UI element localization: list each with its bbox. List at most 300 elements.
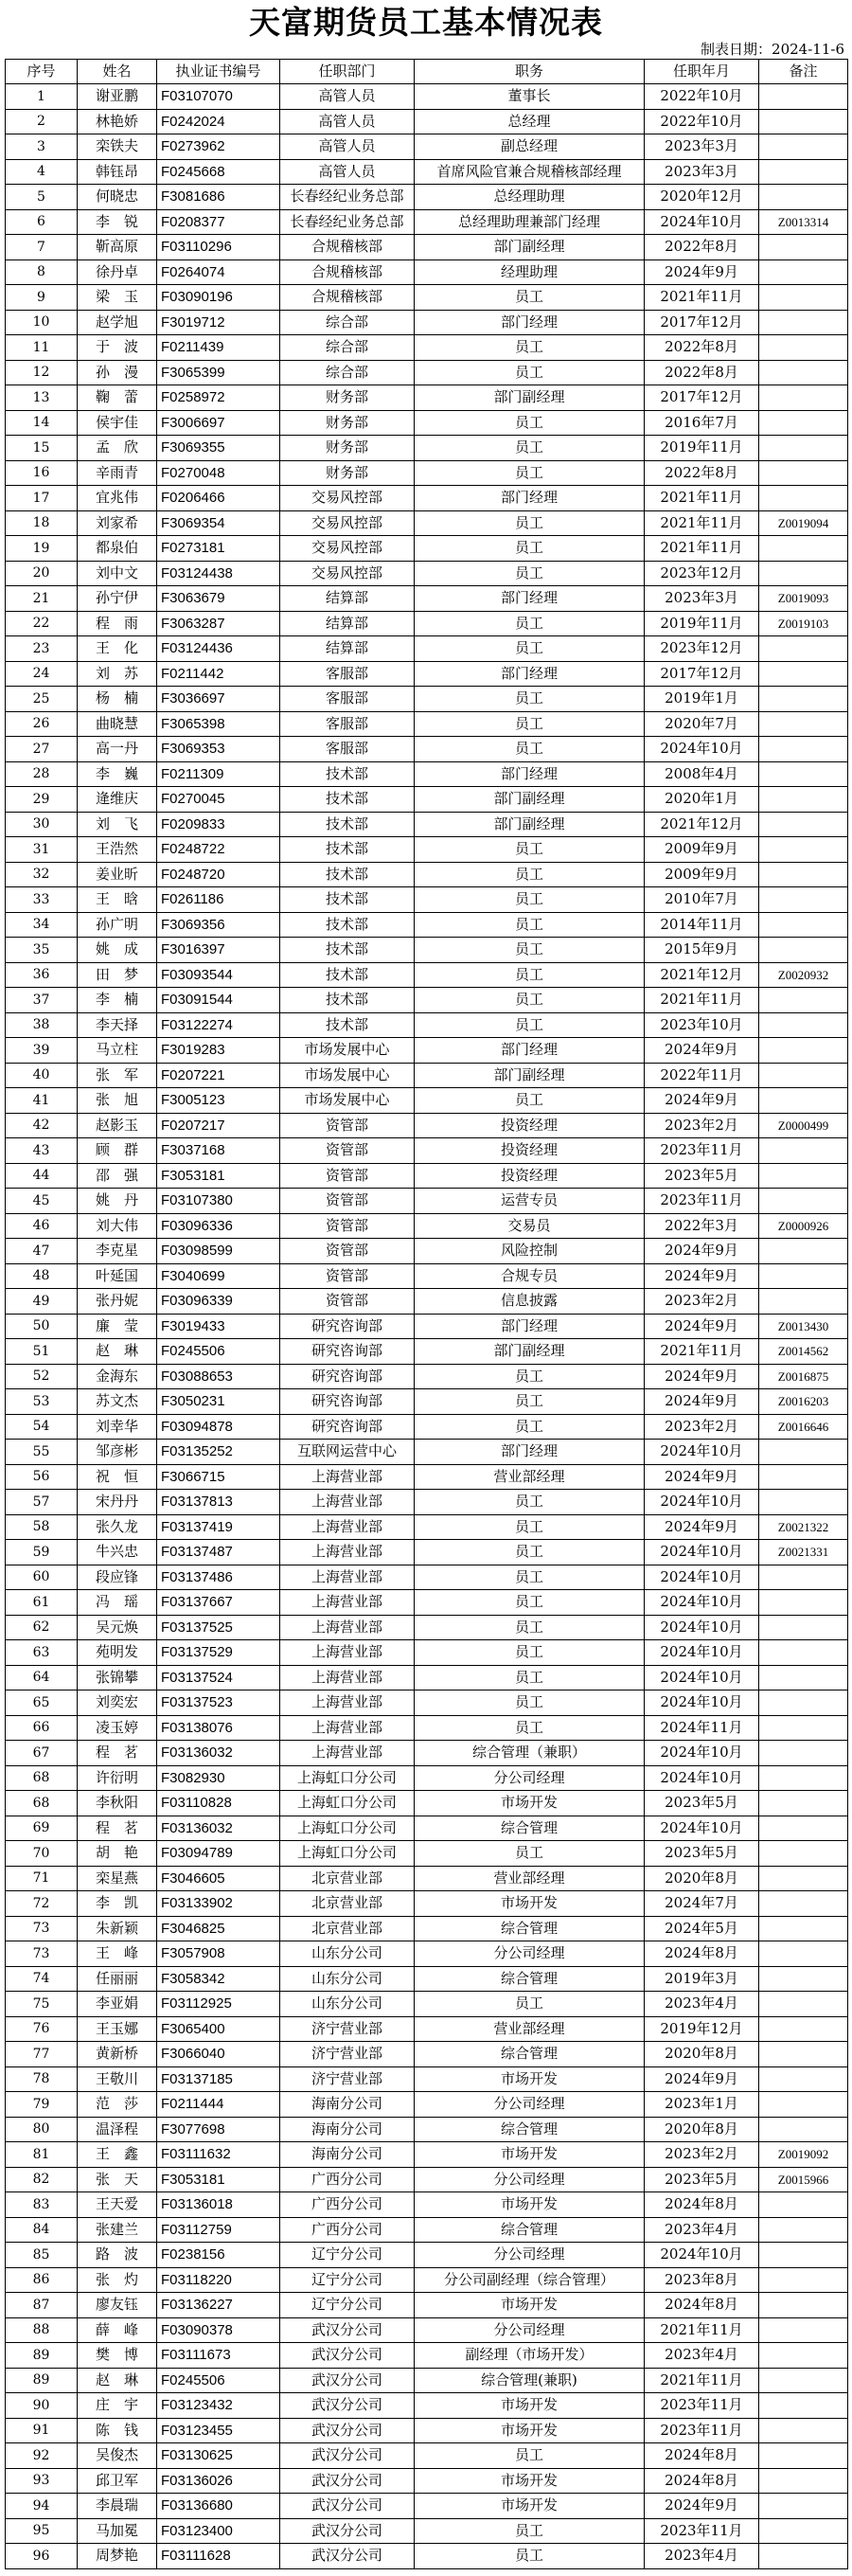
cell-start-date: 2020年8月 [645,2117,759,2142]
cell-name: 祝 恒 [78,1464,157,1490]
cell-start-date: 2019年11月 [645,436,759,461]
header-name: 姓名 [78,60,157,84]
table-row [6,134,848,160]
cell-start-date: 2022年10月 [645,84,759,110]
table-row [6,1289,848,1315]
cell-name: 路 波 [78,2243,157,2268]
cell-cert-no: F03123432 [157,2393,280,2419]
cell-seq: 90 [6,2393,78,2419]
cell-seq: 62 [6,1615,78,1640]
cell-start-date: 2024年10月 [645,1440,759,1465]
cell-remark: Z0019094 [759,510,848,536]
cell-department: 武汉分公司 [280,2317,415,2343]
cell-start-date: 2023年4月 [645,1992,759,2017]
cell-remark [759,235,848,260]
cell-name: 范 莎 [78,2092,157,2118]
cell-department: 高管人员 [280,84,415,110]
cell-seq: 52 [6,1364,78,1389]
cell-department: 上海虹口分公司 [280,1791,415,1816]
cell-start-date: 2023年5月 [645,2167,759,2192]
cell-start-date: 2023年12月 [645,561,759,586]
cell-name: 李秋阳 [78,1791,157,1816]
table-row [6,2293,848,2318]
cell-position: 市场开发 [415,2142,645,2168]
cell-remark [759,84,848,110]
cell-position: 部门副经理 [415,1339,645,1365]
cell-cert-no: F03136680 [157,2494,280,2519]
table-row [6,109,848,134]
cell-name: 侯宇佳 [78,410,157,436]
cell-start-date: 2024年9月 [645,1514,759,1540]
cell-start-date: 2022年8月 [645,460,759,486]
cell-position: 员工 [415,1490,645,1515]
cell-department: 北京营业部 [280,1916,415,1941]
cell-seq: 4 [6,159,78,185]
cell-cert-no: F0261186 [157,887,280,913]
cell-cert-no: F0211309 [157,761,280,787]
cell-remark [759,1640,848,1666]
cell-seq: 18 [6,510,78,536]
table-row [6,586,848,612]
cell-name: 任丽丽 [78,1966,157,1992]
cell-remark [759,1741,848,1766]
cell-cert-no: F3069354 [157,510,280,536]
cell-cert-no: F03096339 [157,1289,280,1315]
cell-department: 技术部 [280,938,415,963]
cell-cert-no: F03124436 [157,636,280,662]
cell-position: 综合管理 [415,2217,645,2243]
cell-start-date: 2010年7月 [645,887,759,913]
cell-start-date: 2023年10月 [645,1012,759,1038]
cell-department: 辽宁分公司 [280,2267,415,2293]
cell-position: 员工 [415,912,645,938]
cell-department: 上海营业部 [280,1690,415,1716]
cell-cert-no: F03136026 [157,2468,280,2494]
cell-department: 山东分公司 [280,1992,415,2017]
cell-remark [759,787,848,813]
cell-seq: 38 [6,1012,78,1038]
cell-name: 杨 楠 [78,687,157,712]
cell-start-date: 2024年10月 [645,1615,759,1640]
cell-department: 互联网运营中心 [280,1440,415,1465]
cell-department: 广西分公司 [280,2217,415,2243]
cell-position: 总经理助理兼部门经理 [415,209,645,235]
table-row [6,2317,848,2343]
cell-name: 廖友钰 [78,2293,157,2318]
cell-position: 员工 [415,510,645,536]
table-date: 制表日期：2024-11-6 [701,41,844,58]
cell-start-date: 2024年10月 [645,1741,759,1766]
cell-name: 靳高原 [78,235,157,260]
cell-cert-no: F0245668 [157,159,280,185]
cell-name: 廉 莹 [78,1314,157,1339]
table-row [6,84,848,110]
cell-start-date: 2023年3月 [645,586,759,612]
cell-cert-no: F03137523 [157,1690,280,1716]
cell-position: 员工 [415,737,645,762]
cell-position: 总经理 [415,109,645,134]
cell-start-date: 2020年8月 [645,2042,759,2067]
cell-start-date: 2023年4月 [645,2544,759,2569]
cell-remark [759,1440,848,1465]
table-row [6,1891,848,1917]
cell-department: 上海虹口分公司 [280,1816,415,1841]
cell-department: 济宁营业部 [280,2066,415,2092]
cell-cert-no: F0211444 [157,2092,280,2118]
cell-name: 马加冕 [78,2518,157,2544]
cell-name: 逄维庆 [78,787,157,813]
cell-position: 综合管理 [415,2117,645,2142]
cell-seq: 72 [6,1891,78,1917]
cell-seq: 61 [6,1590,78,1616]
cell-remark [759,536,848,562]
cell-position: 市场开发 [415,2468,645,2494]
cell-cert-no: F3016397 [157,938,280,963]
cell-department: 资管部 [280,1113,415,1138]
cell-start-date: 2019年3月 [645,1966,759,1992]
cell-remark [759,1866,848,1891]
table-row [6,1138,848,1164]
table-row [6,787,848,813]
cell-seq: 70 [6,1841,78,1867]
cell-department: 市场发展中心 [280,1063,415,1088]
cell-seq: 95 [6,2518,78,2544]
cell-start-date: 2021年11月 [645,486,759,511]
cell-start-date: 2019年11月 [645,611,759,636]
cell-cert-no: F3057908 [157,1941,280,1967]
cell-start-date: 2024年10月 [645,1765,759,1791]
cell-cert-no: F3019712 [157,310,280,335]
cell-cert-no: F3036697 [157,687,280,712]
cell-remark [759,185,848,210]
cell-remark [759,134,848,160]
cell-cert-no: F3081686 [157,185,280,210]
cell-position: 市场开发 [415,1891,645,1917]
cell-remark [759,737,848,762]
cell-remark [759,2267,848,2293]
cell-name: 林艳娇 [78,109,157,134]
cell-remark [759,687,848,712]
cell-start-date: 2024年10月 [645,1690,759,1716]
cell-seq: 9 [6,285,78,311]
cell-name: 刘家希 [78,510,157,536]
cell-department: 技术部 [280,912,415,938]
cell-name: 邵 强 [78,1163,157,1189]
cell-cert-no: F03093544 [157,962,280,988]
cell-name: 王天爱 [78,2192,157,2218]
cell-start-date: 2024年9月 [645,2494,759,2519]
cell-name: 李晨瑞 [78,2494,157,2519]
cell-remark [759,285,848,311]
cell-department: 广西分公司 [280,2167,415,2192]
cell-remark: Z0014562 [759,1339,848,1365]
table-row [6,1163,848,1189]
cell-start-date: 2024年10月 [645,737,759,762]
cell-name: 周梦艳 [78,2544,157,2569]
cell-seq: 45 [6,1189,78,1214]
cell-position: 员工 [415,460,645,486]
cell-seq: 51 [6,1339,78,1365]
cell-start-date: 2024年8月 [645,2443,759,2469]
cell-cert-no: F0211439 [157,335,280,361]
cell-department: 北京营业部 [280,1866,415,1891]
cell-cert-no: F3019433 [157,1314,280,1339]
table-row [6,360,848,385]
cell-position: 投资经理 [415,1113,645,1138]
cell-name: 温泽程 [78,2117,157,2142]
cell-department: 上海营业部 [280,1665,415,1690]
table-row [6,1966,848,1992]
table-row [6,1690,848,1716]
table-row [6,1012,848,1038]
cell-department: 技术部 [280,862,415,887]
cell-remark [759,2092,848,2118]
cell-department: 上海虹口分公司 [280,1765,415,1791]
cell-name: 辛雨青 [78,460,157,486]
cell-name: 刘中文 [78,561,157,586]
table-row [6,1063,848,1088]
cell-department: 济宁营业部 [280,2042,415,2067]
cell-cert-no: F03137419 [157,1514,280,1540]
cell-department: 辽宁分公司 [280,2293,415,2318]
cell-seq: 20 [6,561,78,586]
table-row [6,1816,848,1841]
table-row [6,761,848,787]
cell-position: 副经理（市场开发） [415,2343,645,2369]
cell-position: 运营专员 [415,1189,645,1214]
cell-cert-no: F03137185 [157,2066,280,2092]
cell-start-date: 2024年10月 [645,1590,759,1616]
table-row [6,812,848,837]
cell-department: 武汉分公司 [280,2443,415,2469]
cell-remark [759,2117,848,2142]
cell-department: 研究咨询部 [280,1389,415,1415]
table-row [6,1765,848,1791]
cell-department: 武汉分公司 [280,2494,415,2519]
table-row [6,661,848,687]
cell-department: 研究咨询部 [280,1414,415,1440]
table-row [6,1389,848,1415]
cell-department: 上海营业部 [280,1741,415,1766]
cell-department: 客服部 [280,661,415,687]
cell-position: 市场开发 [415,2192,645,2218]
table-row [6,711,848,737]
cell-remark: Z0013430 [759,1314,848,1339]
cell-position: 分公司经理 [415,2092,645,2118]
cell-remark [759,1239,848,1264]
cell-name: 胡 艳 [78,1841,157,1867]
cell-remark [759,259,848,285]
table-row [6,1791,848,1816]
cell-seq: 40 [6,1063,78,1088]
cell-department: 上海营业部 [280,1565,415,1590]
cell-cert-no: F03137813 [157,1490,280,1515]
cell-start-date: 2023年8月 [645,2267,759,2293]
cell-department: 交易风控部 [280,510,415,536]
cell-start-date: 2024年10月 [645,1540,759,1565]
cell-seq: 31 [6,837,78,863]
cell-start-date: 2024年10月 [645,1816,759,1841]
cell-department: 结算部 [280,636,415,662]
cell-department: 山东分公司 [280,1966,415,1992]
cell-position: 信息披露 [415,1289,645,1315]
cell-remark [759,1992,848,2017]
cell-seq: 34 [6,912,78,938]
table-row [6,1615,848,1640]
cell-seq: 16 [6,460,78,486]
table-row [6,1414,848,1440]
cell-name: 许衍明 [78,1765,157,1791]
cell-seq: 54 [6,1414,78,1440]
cell-department: 上海营业部 [280,1514,415,1540]
cell-position: 员工 [415,938,645,963]
cell-department: 交易风控部 [280,536,415,562]
cell-position: 首席风险官兼合规稽核部经理 [415,159,645,185]
cell-remark [759,2343,848,2369]
cell-position: 员工 [415,1640,645,1666]
cell-start-date: 2022年8月 [645,235,759,260]
cell-department: 山东分公司 [280,1941,415,1967]
table-row [6,1590,848,1616]
table-row [6,2092,848,2118]
cell-name: 鞠 蕾 [78,385,157,411]
table-row [6,2368,848,2393]
cell-seq: 86 [6,2267,78,2293]
cell-position: 交易员 [415,1213,645,1239]
cell-cert-no: F3063287 [157,611,280,636]
cell-seq: 88 [6,2317,78,2343]
cell-department: 上海虹口分公司 [280,1841,415,1867]
cell-name: 邱卫军 [78,2468,157,2494]
cell-name: 张 灼 [78,2267,157,2293]
cell-department: 技术部 [280,962,415,988]
cell-remark [759,2317,848,2343]
cell-cert-no: F03111628 [157,2544,280,2569]
cell-remark [759,109,848,134]
cell-seq: 59 [6,1540,78,1565]
cell-department: 技术部 [280,812,415,837]
cell-remark [759,2368,848,2393]
table-row [6,536,848,562]
cell-remark [759,761,848,787]
cell-cert-no: F3019283 [157,1038,280,1064]
cell-start-date: 2023年11月 [645,2393,759,2419]
cell-department: 财务部 [280,410,415,436]
cell-name: 庄 宇 [78,2393,157,2419]
cell-cert-no: F03118220 [157,2267,280,2293]
cell-seq: 17 [6,486,78,511]
table-row [6,2468,848,2494]
cell-department: 上海营业部 [280,1640,415,1666]
table-row [6,285,848,311]
table-row [6,1314,848,1339]
table-row [6,912,848,938]
cell-start-date: 2024年8月 [645,2192,759,2218]
cell-remark [759,1765,848,1791]
table-row [6,235,848,260]
cell-start-date: 2022年11月 [645,1063,759,1088]
cell-name: 凌玉婷 [78,1715,157,1741]
cell-name: 苑明发 [78,1640,157,1666]
cell-name: 刘 苏 [78,661,157,687]
cell-cert-no: F0208377 [157,209,280,235]
cell-position: 员工 [415,862,645,887]
table-row [6,1113,848,1138]
cell-remark [759,1816,848,1841]
cell-cert-no: F03091544 [157,988,280,1013]
cell-position: 综合管理（兼职） [415,1741,645,1766]
cell-remark: Z0020932 [759,962,848,988]
cell-start-date: 2009年9月 [645,837,759,863]
cell-seq: 80 [6,2117,78,2142]
cell-start-date: 2024年9月 [645,1364,759,1389]
cell-department: 资管部 [280,1239,415,1264]
cell-name: 谢亚鹏 [78,84,157,110]
cell-start-date: 2021年11月 [645,510,759,536]
table-row [6,159,848,185]
cell-start-date: 2023年3月 [645,134,759,160]
cell-start-date: 2021年11月 [645,1339,759,1365]
cell-name: 程 雨 [78,611,157,636]
cell-department: 高管人员 [280,134,415,160]
cell-department: 交易风控部 [280,561,415,586]
cell-start-date: 2024年10月 [645,1665,759,1690]
cell-name: 程 茗 [78,1816,157,1841]
cell-seq: 81 [6,2142,78,2168]
cell-department: 资管部 [280,1138,415,1164]
cell-seq: 55 [6,1440,78,1465]
cell-start-date: 2024年9月 [645,1038,759,1064]
table-row [6,2544,848,2569]
table-row [6,1189,848,1214]
table-row [6,460,848,486]
cell-cert-no: F0264074 [157,259,280,285]
cell-seq: 48 [6,1263,78,1289]
cell-name: 王 晗 [78,887,157,913]
cell-start-date: 2022年8月 [645,360,759,385]
cell-position: 员工 [415,285,645,311]
table-row [6,1239,848,1264]
table-row [6,335,848,361]
cell-name: 姚 成 [78,938,157,963]
table-row [6,2192,848,2218]
cell-name: 吴元焕 [78,1615,157,1640]
table-row [6,2167,848,2192]
cell-position: 市场开发 [415,2066,645,2092]
cell-department: 长春经纪业务总部 [280,185,415,210]
cell-name: 叶延国 [78,1263,157,1289]
cell-position: 员工 [415,1514,645,1540]
cell-department: 技术部 [280,887,415,913]
table-row [6,2343,848,2369]
table-row [6,310,848,335]
cell-remark: Z0019103 [759,611,848,636]
table-row [6,1339,848,1365]
cell-cert-no: F03136032 [157,1741,280,1766]
cell-seq: 89 [6,2343,78,2369]
cell-cert-no: F3063679 [157,586,280,612]
cell-remark [759,1841,848,1867]
cell-department: 综合部 [280,360,415,385]
cell-cert-no: F0209833 [157,812,280,837]
cell-position: 员工 [415,1690,645,1716]
cell-remark [759,1565,848,1590]
table-row [6,1992,848,2017]
cell-cert-no: F0270048 [157,460,280,486]
cell-cert-no: F03110828 [157,1791,280,1816]
cell-position: 部门副经理 [415,787,645,813]
cell-name: 于 波 [78,335,157,361]
